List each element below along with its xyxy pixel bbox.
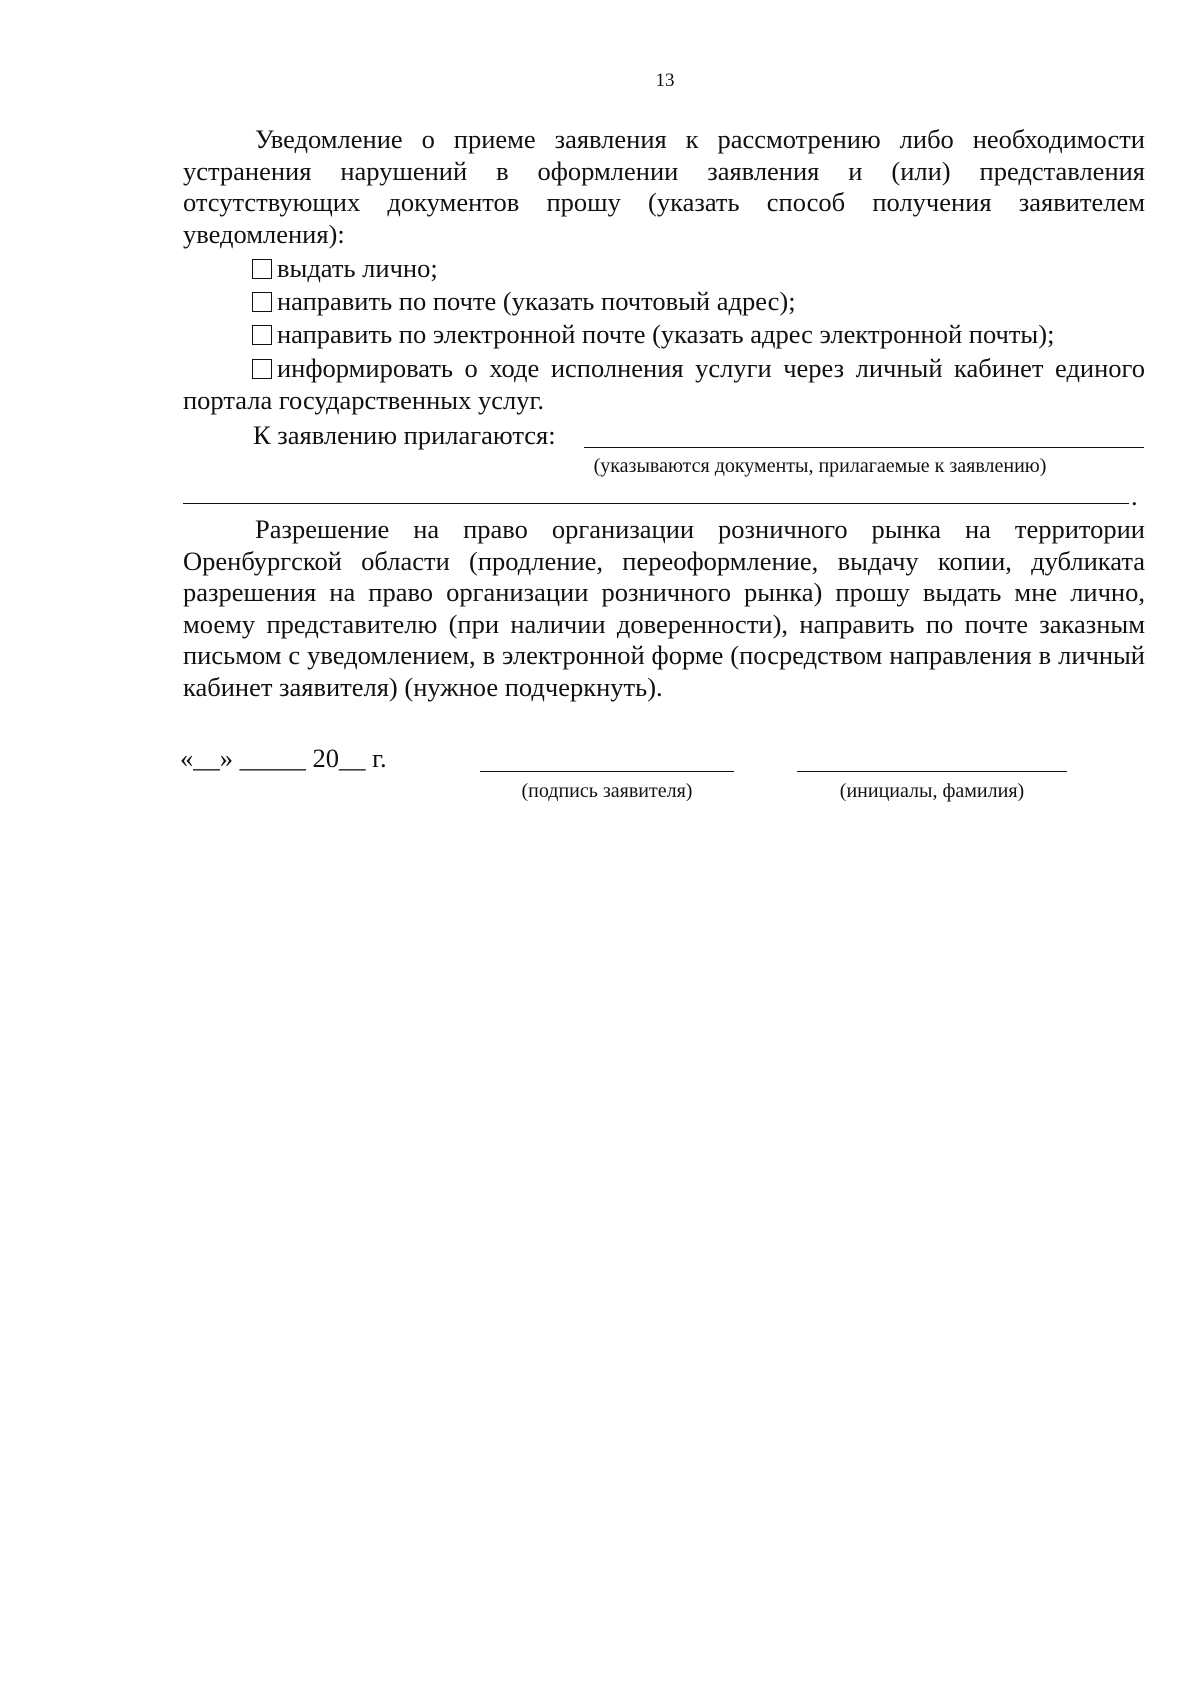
name-caption: (инициалы, фамилия)	[839, 780, 1025, 802]
checkbox-icon[interactable]	[252, 359, 272, 379]
option-label: направить по электронной почте (указать адрес электронной почты);	[277, 319, 1055, 349]
signature-caption: (подпись заявителя)	[521, 780, 693, 802]
result-paragraph: Разрешение на право организации розничного рынка на территории Оренбургской области (продление, переоформление, выдачу копии, дубликата разрешения на право организации розничного рынка) прошу выдать мне лично, моему представителю (при наличии доверенности), направить по почте заказным письмом с уведомлением, в электронной форме (посредством направления в личный кабинет заявителя) (нужное подчеркнуть).	[183, 514, 1145, 702]
attachments-input-line[interactable]	[584, 447, 1144, 448]
option-personal-cabinet[interactable]	[183, 353, 1145, 416]
checkbox-icon[interactable]	[252, 259, 272, 279]
notification-paragraph: Уведомление о приеме заявления к рассмотрению либо необходимости устранения нарушений в оформлении заявления и (или) представления отсутствующих документов прошу (указать способ получения заявителем уведомления):	[183, 124, 1145, 249]
option-label: информировать о ходе исполнения услуги через личный кабинет единого портала государственных услуг.	[183, 353, 1145, 415]
option-label: направить по почте (указать почтовый адрес);	[277, 286, 796, 316]
attachments-continuation-line[interactable]	[183, 503, 1129, 504]
attachments-caption: (указываются документы, прилагаемые к заявлению)	[593, 455, 1047, 477]
option-send-by-email[interactable]	[183, 319, 1145, 351]
signature-line[interactable]	[480, 771, 734, 772]
attachments-label: К заявлению прилагаются:	[253, 420, 556, 450]
option-issue-personally[interactable]	[183, 253, 1145, 285]
name-line[interactable]	[797, 771, 1067, 772]
checkbox-icon[interactable]	[252, 325, 272, 345]
page-number: 13	[655, 70, 675, 91]
option-send-by-mail[interactable]	[183, 286, 1145, 318]
date-field[interactable]: «__» _____ 20__ г.	[180, 743, 387, 773]
attachments-end-mark: .	[1131, 481, 1138, 511]
option-label: выдать лично;	[277, 253, 438, 283]
checkbox-icon[interactable]	[252, 292, 272, 312]
